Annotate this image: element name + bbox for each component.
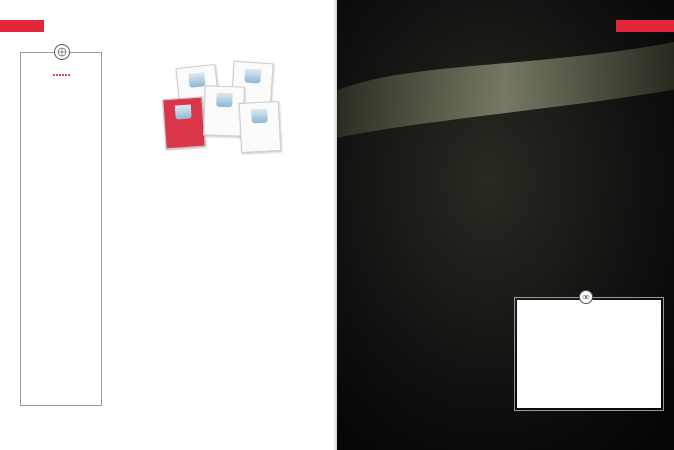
quiz-box (20, 52, 102, 406)
eye-icon (582, 293, 590, 301)
page-gutter (333, 0, 341, 450)
reader-box-emblem (579, 290, 593, 304)
section-tab-left (0, 20, 44, 32)
globe-icon (57, 47, 67, 57)
quiz-emblem (54, 44, 70, 60)
section-tab-right (616, 20, 674, 32)
reader-box (517, 300, 661, 408)
article-column-1 (118, 172, 219, 174)
book-cover (162, 97, 205, 150)
article-columns (118, 172, 328, 174)
footer-left (20, 418, 22, 424)
book-covers-illustration (162, 58, 282, 154)
article-column-2 (227, 172, 328, 174)
book-cover (239, 101, 282, 153)
right-page (337, 0, 674, 450)
quiz-divider (26, 74, 97, 76)
reader-feedback-article (118, 160, 328, 174)
